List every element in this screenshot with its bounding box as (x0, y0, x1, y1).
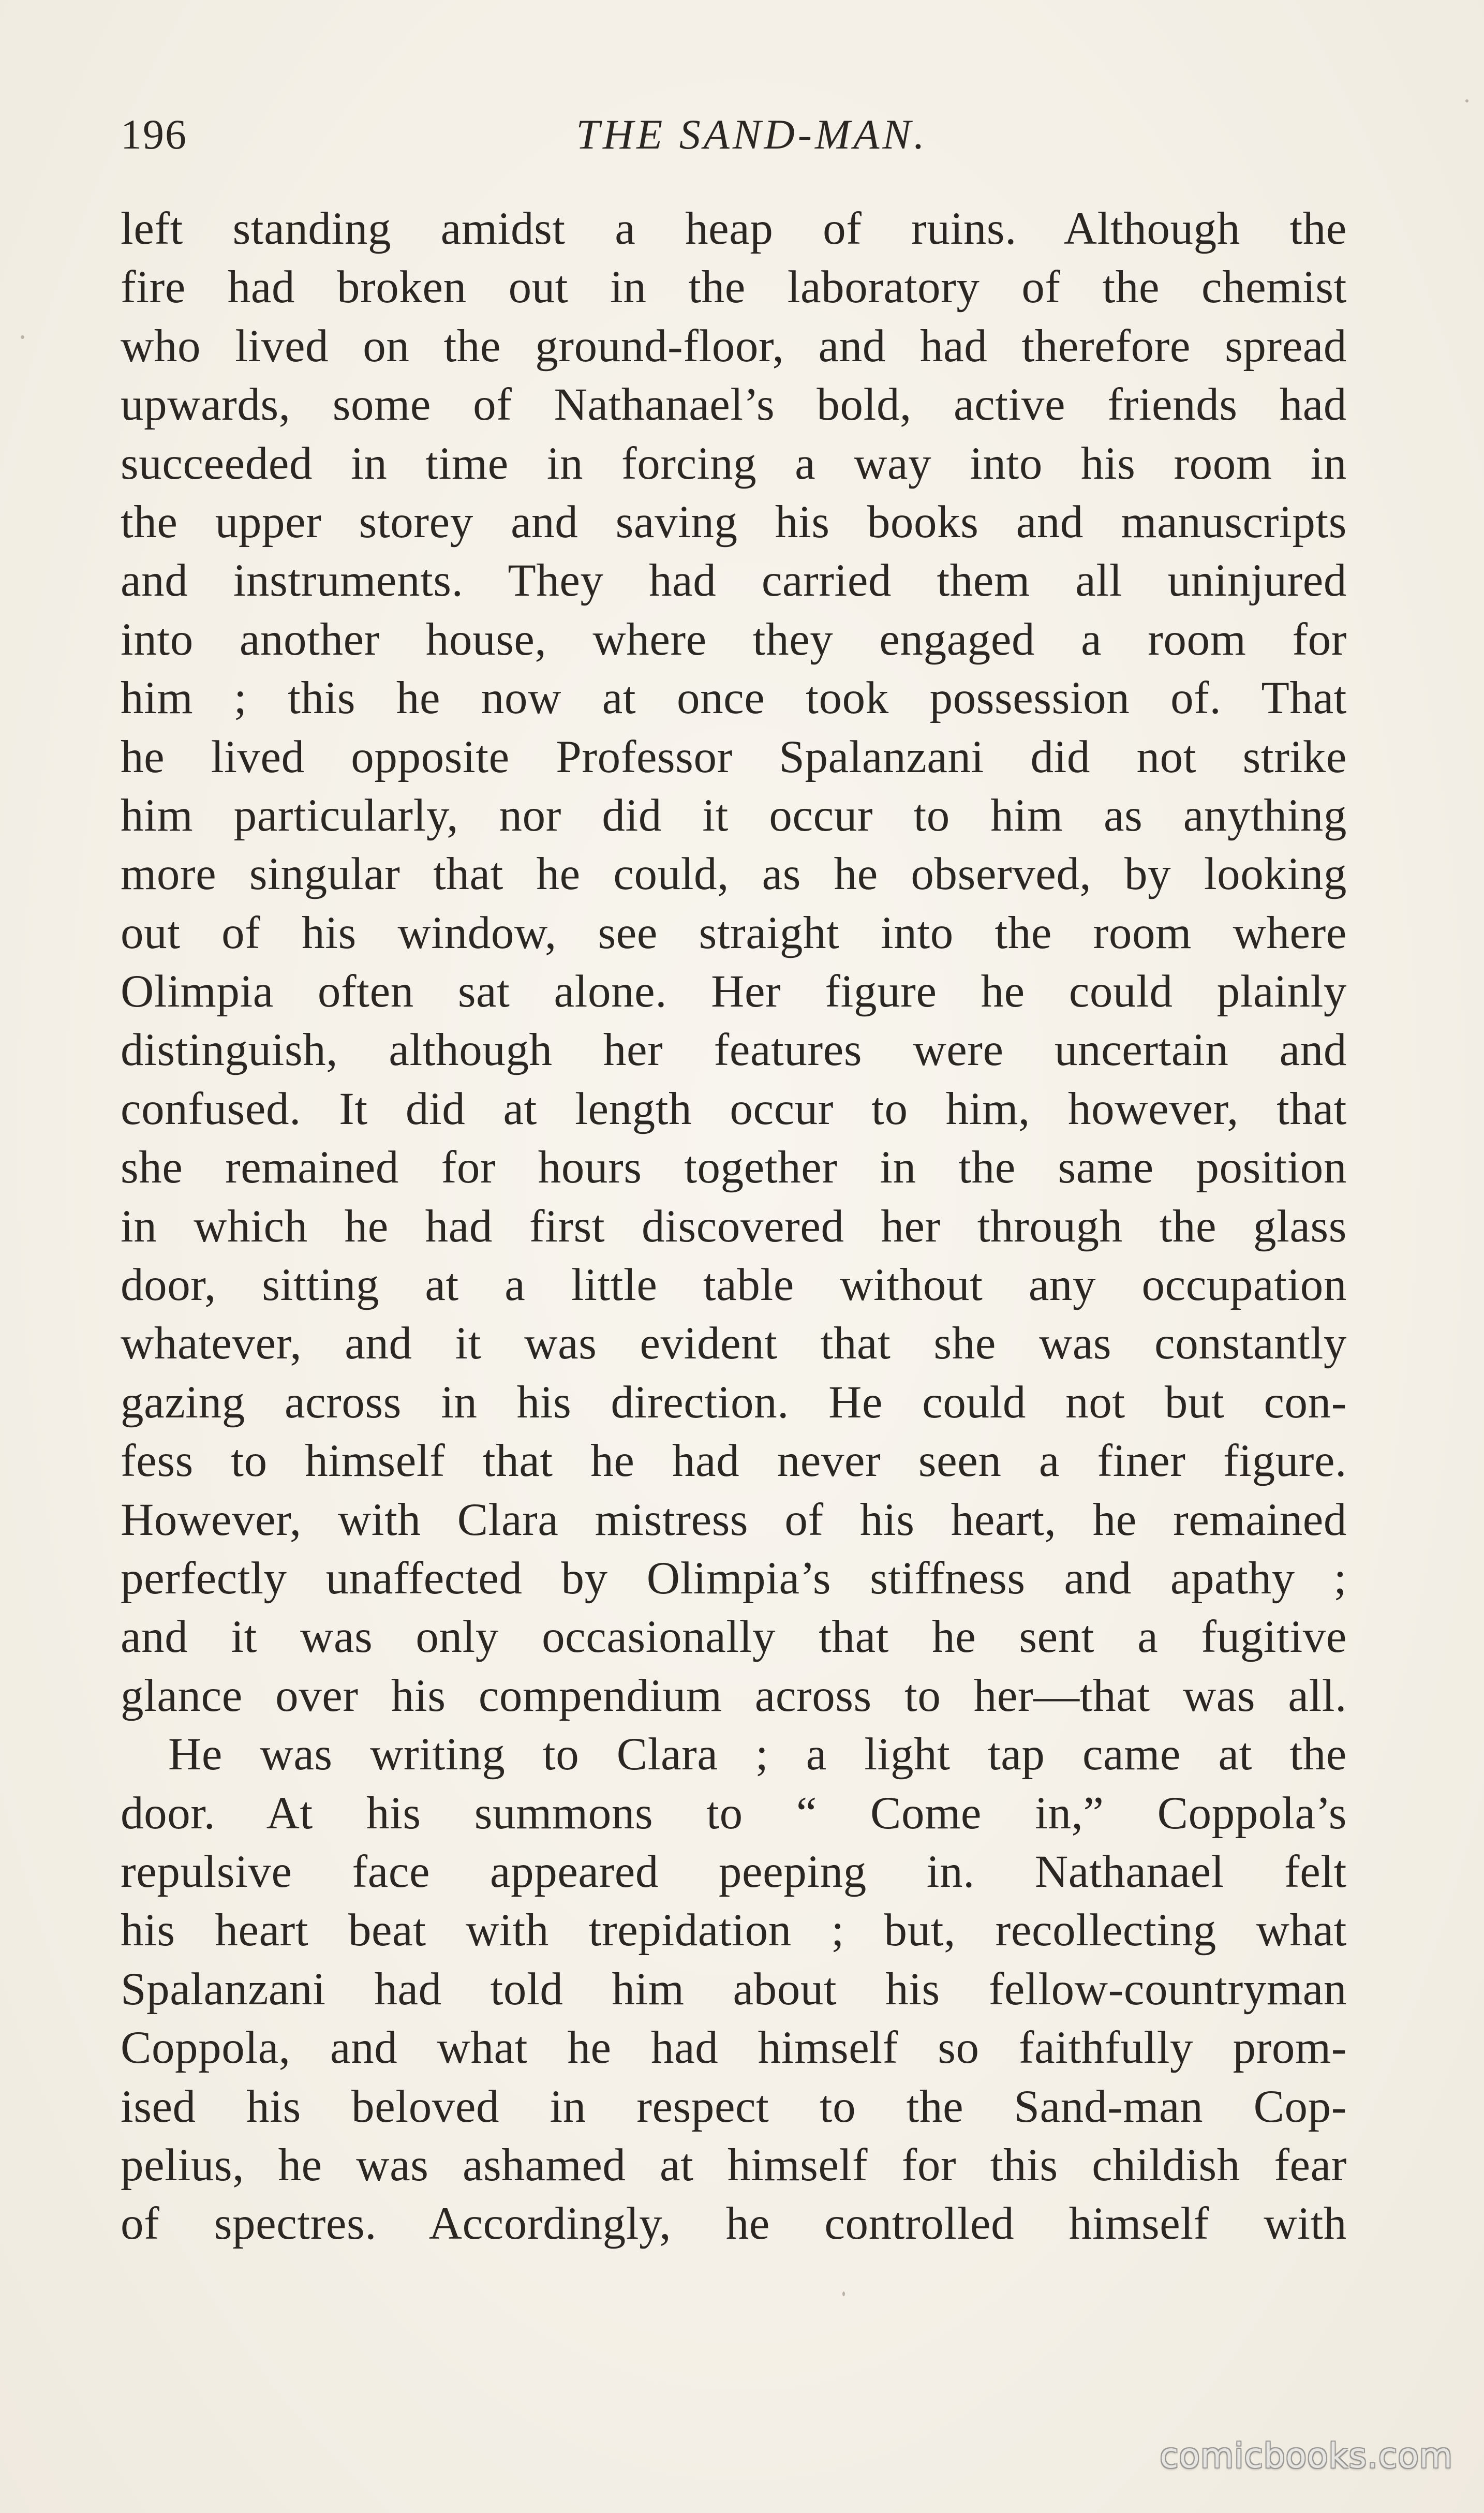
text-line: in which he had first discovered her through the glass (121, 1201, 1347, 1252)
paper-speck (842, 2292, 845, 2296)
text-line: and instruments. They had carried them all uninjured (121, 555, 1347, 607)
text-line: fire had broken out in the laboratory of the chemist (121, 262, 1347, 313)
text-line: his heart beat with trepidation ; but, recollecting what (121, 1905, 1347, 1956)
text-line: he lived opposite Professor Spalanzani did not strike (121, 731, 1347, 782)
text-line: door. At his summons to “ Come in,” Coppola’s (121, 1787, 1347, 1839)
text-line: pelius, he was ashamed at himself for this childish fear (121, 2139, 1347, 2191)
text-line: who lived on the ground-floor, and had therefore spread (121, 320, 1347, 372)
text-line: Olimpia often sat alone. Her figure he could plainly (121, 966, 1347, 1017)
text-line: repulsive face appeared peeping in. Nathanael felt (121, 1846, 1347, 1897)
watermark-logo: comicbooks.com (1160, 2436, 1453, 2476)
text-line: gazing across in his direction. He could not but con- (121, 1377, 1347, 1428)
paper-speck (1465, 99, 1468, 102)
running-title: THE SAND-MAN. (576, 111, 928, 158)
text-line: him ; this he now at once took possession of. That (121, 673, 1347, 724)
text-line: she remained for hours together in the same position (121, 1142, 1347, 1193)
body-text (121, 200, 1347, 2254)
text-line: distinguish, although her features were uncertain and (121, 1025, 1347, 1076)
text-line: more singular that he could, as he observed, by looking (121, 849, 1347, 900)
text-line: and it was only occasionally that he sent a fugitive (121, 1612, 1347, 1663)
text-line: whatever, and it was evident that she was constantly (121, 1318, 1347, 1369)
text-line: of spectres. Accordingly, he controlled himself with (121, 2198, 1347, 2250)
paper-speck (21, 335, 24, 339)
text-line: glance over his compendium across to her—that was all. (121, 1670, 1347, 1721)
text-line: into another house, where they engaged a room for (121, 614, 1347, 665)
text-line: ised his beloved in respect to the Sand-man Cop- (121, 2081, 1347, 2132)
text-line: However, with Clara mistress of his heart, he remained (121, 1494, 1347, 1545)
paragraph-first-line: He was writing to Clara ; a light tap came at the (168, 1729, 1347, 1780)
text-line: door, sitting at a little table without any occupation (121, 1260, 1347, 1311)
text-line: Spalanzani had told him about his fellow-countryman (121, 1963, 1347, 2015)
text-line: him particularly, nor did it occur to him as anything (121, 790, 1347, 841)
text-line: out of his window, see straight into the room where (121, 907, 1347, 958)
text-line: succeeded in time in forcing a way into his room in (121, 438, 1347, 489)
text-line: fess to himself that he had never seen a finer figure. (121, 1436, 1347, 1487)
text-line: upwards, some of Nathanael’s bold, active friends had (121, 379, 1347, 431)
text-line: perfectly unaffected by Olimpia’s stiffness and apathy ; (121, 1553, 1347, 1604)
page-header (121, 104, 1347, 166)
page-number: 196 (121, 111, 187, 158)
text-line: Coppola, and what he had himself so faithfully prom- (121, 2022, 1347, 2074)
text-line: the upper storey and saving his books and manuscripts (121, 496, 1347, 548)
text-line: left standing amidst a heap of ruins. Although the (121, 203, 1347, 254)
text-line: confused. It did at length occur to him, however, that (121, 1083, 1347, 1134)
